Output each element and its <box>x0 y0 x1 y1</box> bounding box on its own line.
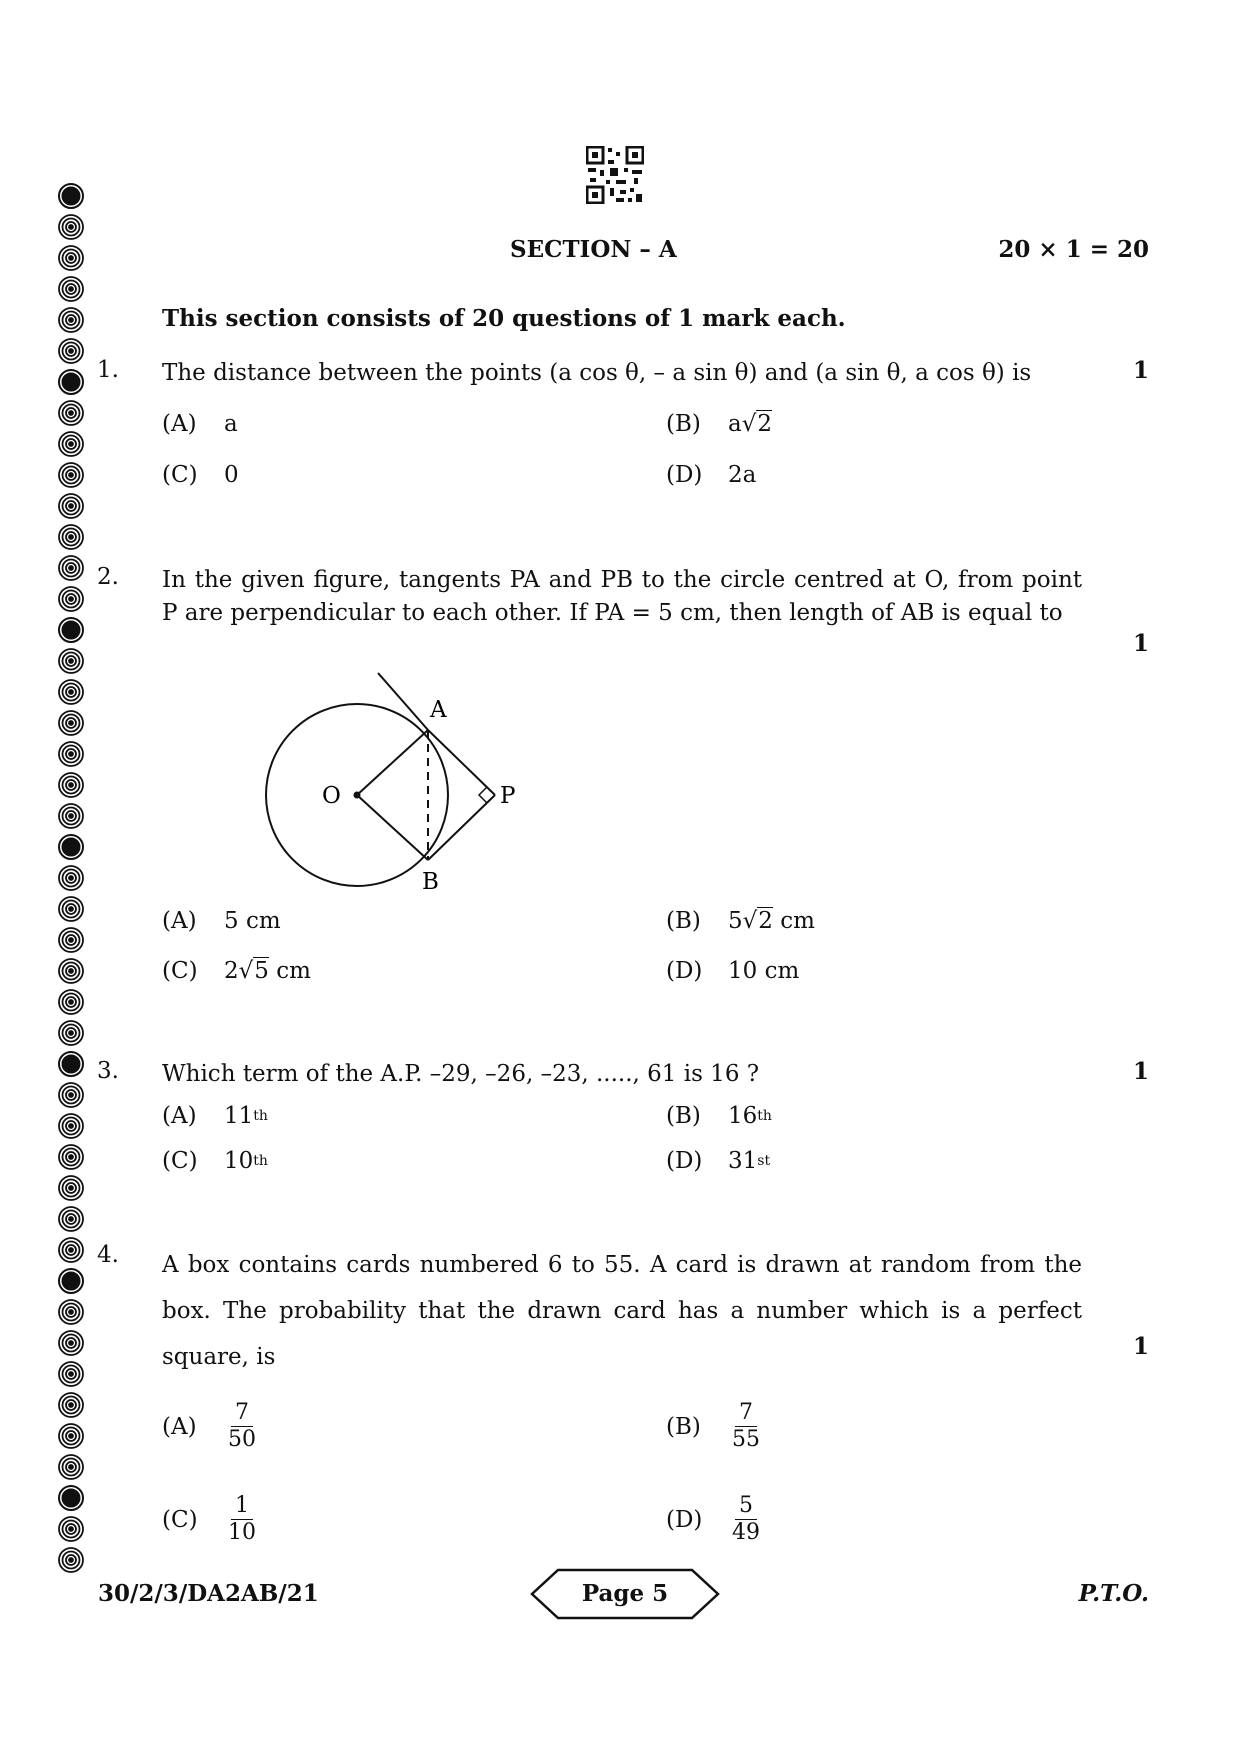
label-p: P <box>500 783 516 809</box>
centre-dot <box>354 792 361 799</box>
tangent-circle-figure <box>250 665 540 905</box>
concentric-ring-icon <box>58 214 84 240</box>
question-text: In the given figure, tangents PA and PB to the circle centred at O, from point P are perpendicular to each other. If PA = 5 cm, then length of AB is equal to <box>162 567 1082 626</box>
page-number: Page 5 <box>581 1580 669 1607</box>
concentric-ring-icon <box>58 710 84 736</box>
option-c: (C) $\frac{1}{10}$ <box>162 1493 260 1546</box>
option-a: (A) $\frac{7}{50}$ <box>162 1400 260 1453</box>
concentric-ring-icon <box>58 865 84 891</box>
question-number: 2. <box>97 564 119 590</box>
option-b: (B) $\frac{7}{55}$ <box>666 1400 764 1453</box>
concentric-ring-icon <box>58 338 84 364</box>
question-marks: 1 <box>1132 357 1149 384</box>
concentric-ring-icon <box>58 1423 84 1449</box>
option-c: (C) 0 <box>162 462 239 488</box>
marks-scheme: 20 × 1 = 20 <box>998 236 1149 263</box>
question-text: The distance between the points (a cos θ, – a sin θ) and (a sin θ, a cos θ) is <box>162 360 1032 386</box>
concentric-ring-icon <box>58 1392 84 1418</box>
concentric-ring-icon <box>58 1175 84 1201</box>
concentric-ring-icon <box>58 1144 84 1170</box>
concentric-ring-icon <box>58 276 84 302</box>
concentric-ring-icon <box>58 586 84 612</box>
label-b: B <box>422 869 439 895</box>
right-angle-mark <box>479 787 487 803</box>
margin-ring-strip <box>58 183 92 1578</box>
question-marks: 1 <box>1132 1058 1149 1085</box>
concentric-ring-icon <box>58 524 84 550</box>
concentric-ring-icon <box>58 307 84 333</box>
concentric-ring-icon <box>58 1237 84 1263</box>
concentric-ring-icon <box>58 1516 84 1542</box>
concentric-ring-icon <box>58 1020 84 1046</box>
concentric-ring-icon <box>58 1113 84 1139</box>
section-title: SECTION – A <box>510 236 677 263</box>
option-a: (A) 5 cm <box>162 908 281 934</box>
section-instruction: This section consists of 20 questions of 1 mark each. <box>162 305 846 332</box>
fraction: $\frac{5}{49}$ <box>732 1493 760 1545</box>
fraction: $\frac{7}{55}$ <box>732 1400 760 1452</box>
option-c: (C) 2 √5 cm <box>162 958 311 984</box>
concentric-ring-icon <box>58 772 84 798</box>
option-d: (D) 31 st <box>666 1148 771 1174</box>
concentric-ring-icon <box>58 493 84 519</box>
concentric-ring-icon <box>58 1206 84 1232</box>
fraction: $\frac{1}{10}$ <box>228 1493 256 1545</box>
tangent-pb <box>428 795 495 860</box>
question-text: Which term of the A.P. –29, –26, –23, ....., 61 is 16 ? <box>162 1061 760 1087</box>
concentric-ring-icon <box>58 1547 84 1573</box>
filled-ring-icon <box>58 1268 84 1294</box>
option-d: (D) 10 cm <box>666 958 800 984</box>
option-b: (B) 16 th <box>666 1103 772 1129</box>
concentric-ring-icon <box>58 679 84 705</box>
concentric-ring-icon <box>58 803 84 829</box>
option-a: (A) 11 th <box>162 1103 268 1129</box>
concentric-ring-icon <box>58 1454 84 1480</box>
question-marks: 1 <box>1132 1333 1149 1360</box>
concentric-ring-icon <box>58 741 84 767</box>
question-number: 4. <box>97 1242 119 1268</box>
concentric-ring-icon <box>58 896 84 922</box>
concentric-ring-icon <box>58 431 84 457</box>
label-a: A <box>430 697 447 723</box>
filled-ring-icon <box>58 183 84 209</box>
sqrt-symbol: √5 <box>238 958 269 984</box>
sqrt-symbol: √2 <box>741 411 773 437</box>
filled-ring-icon <box>58 1051 84 1077</box>
question-number: 3. <box>97 1058 119 1084</box>
radius-oa <box>357 730 428 795</box>
concentric-ring-icon <box>58 245 84 271</box>
filled-ring-icon <box>58 369 84 395</box>
option-a: (A) a <box>162 411 238 437</box>
qr-code <box>586 146 644 204</box>
pto-label: P.T.O. <box>1078 1580 1149 1607</box>
question-marks: 1 <box>1132 630 1149 657</box>
tangent-extension <box>378 673 428 730</box>
concentric-ring-icon <box>58 1330 84 1356</box>
concentric-ring-icon <box>58 648 84 674</box>
question-text: A box contains cards numbered 6 to 55. A card is drawn at random from the box. The probability that the drawn card has a number which is a perfect square, is <box>162 1252 1082 1370</box>
concentric-ring-icon <box>58 927 84 953</box>
radius-ob <box>357 795 428 860</box>
paper-code: 30/2/3/DA2AB/21 <box>98 1580 319 1607</box>
option-d: (D) $\frac{5}{49}$ <box>666 1493 764 1546</box>
filled-ring-icon <box>58 1485 84 1511</box>
option-d: (D) 2a <box>666 462 757 488</box>
concentric-ring-icon <box>58 400 84 426</box>
concentric-ring-icon <box>58 1299 84 1325</box>
concentric-ring-icon <box>58 989 84 1015</box>
sqrt-symbol: √2 <box>742 908 773 934</box>
concentric-ring-icon <box>58 958 84 984</box>
concentric-ring-icon <box>58 1082 84 1108</box>
label-o: O <box>322 783 341 809</box>
filled-ring-icon <box>58 617 84 643</box>
concentric-ring-icon <box>58 555 84 581</box>
option-b: (B) a √2 <box>666 411 773 437</box>
option-c: (C) 10 th <box>162 1148 268 1174</box>
filled-ring-icon <box>58 834 84 860</box>
concentric-ring-icon <box>58 1361 84 1387</box>
question-number: 1. <box>97 357 119 383</box>
concentric-ring-icon <box>58 462 84 488</box>
option-b: (B) 5 √2 cm <box>666 908 815 934</box>
fraction: $\frac{7}{50}$ <box>228 1400 256 1452</box>
tangent-pa <box>428 730 495 795</box>
